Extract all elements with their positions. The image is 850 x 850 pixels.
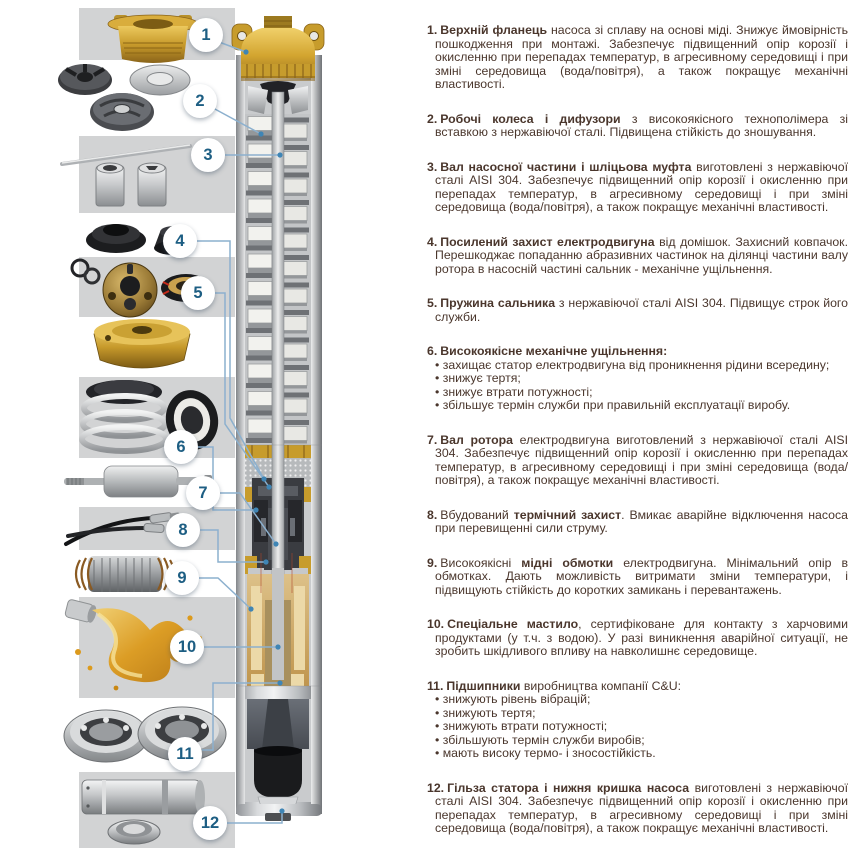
description-12-number: 12. bbox=[427, 780, 445, 795]
pump-top-flange bbox=[232, 16, 324, 81]
description-7-title: Вал ротора bbox=[440, 432, 513, 447]
description-8: 8. Вбудований термічний захист. Вмикає аварійне відключення насоса при перевищенні сили струму. bbox=[427, 507, 848, 535]
callout-8 bbox=[166, 513, 200, 547]
bullet: • знижують рівень вібрацій; bbox=[435, 692, 591, 706]
description-4: 4. Посилений захист електродвигуна від домішок. Захисний ковпачок. Перешкоджає попаданню абразивних частинок на ділянці частини валу ротора в насосній частині сальник - механічне ущільнення. bbox=[427, 234, 848, 276]
description-7-number: 7. bbox=[427, 432, 438, 447]
pump-shaft-and-spline-couplings-photo bbox=[58, 138, 213, 212]
description-7: 7. Вал ротора електродвигуна виготовлений з нержавіючої сталі AISI 304. Забезпечує підвищенний опір корозії і окисленню при перепадах температур, в агресивному середовищі і при зміні середовища (вода/повітря), а також покращує механічні властивості. bbox=[427, 432, 848, 487]
description-3-title: Вал насосної частини і шліцьова муфта bbox=[440, 159, 692, 174]
callout-10 bbox=[170, 630, 204, 664]
description-2-title: Робочі колеса і дифузори bbox=[440, 111, 621, 126]
bullet: • знижують тертя; bbox=[435, 705, 536, 720]
description-1: 1. Верхній фланець насоса зі сплаву на основі міді. Знижує ймовірність пошкодження при монтажі. Забезпечує підвищенний опір корозії і окисленню при перепадах температур, в агресивному середовищі і при зміні середовища (вода/повітря), а також покращує механічні властивості. bbox=[427, 23, 848, 91]
bullet: • мають високу термо- і зносостійкість. bbox=[435, 746, 656, 760]
pump-body bbox=[236, 55, 322, 821]
callout-6 bbox=[164, 430, 198, 464]
callout-4-label: 4 bbox=[175, 231, 185, 250]
callout-2 bbox=[183, 84, 217, 118]
bullet: • збільшує термін служби при правильній експлуатації виробу. bbox=[435, 398, 791, 412]
callout-3-label: 3 bbox=[203, 145, 213, 164]
description-10-title: Спеціальне мастило bbox=[447, 617, 579, 631]
description-2: 2. Робочі колеса і дифузори з високоякісного технополімера зі вставкою з нержавіючої сталі. Підвищена стійкість до зношування. bbox=[427, 111, 849, 139]
description-2-number: 2. bbox=[427, 111, 438, 126]
description-10-number: 10. bbox=[427, 617, 445, 631]
description-6-bullets bbox=[435, 359, 848, 413]
description-4-title: Посилений захист електродвигуна bbox=[440, 234, 655, 249]
callout-9-label: 9 bbox=[177, 568, 187, 587]
description-9-number: 9. bbox=[427, 555, 438, 570]
bullet: • знижують втрати потужності; bbox=[435, 719, 608, 733]
description-11: 11. Підшипники виробництва компанії C&U: • знижують рівень вібрацій; • знижують тертя; • знижують втрати потужності; • збільшують термін служби виробів; • мають високу термо- і зносостійкість. bbox=[427, 680, 848, 761]
callout-5 bbox=[181, 276, 215, 310]
description-12: 12. Гільза статора і нижня кришка насоса виготовлені з нержавіючої сталі AISI 304. Забезпечує підвищенний опір корозії і окисленню при перепадах температур, в агресивному середовищі і при зміні середовища (вода/повітря), а також покращує механічні властивості. bbox=[427, 780, 848, 835]
description-4-number: 4. bbox=[427, 234, 438, 249]
description-3: 3. Вал насосної частини і шліцьова муфта виготовлені з нержавіючої сталі AISI 304. Забезпечує підвищенний опір корозії і окисленню при перепадах температур, в агресивному середовищі і при зміні середовища (вода/повітря), а також покращує механічні властивості. bbox=[427, 159, 849, 214]
bullet: • знижує тертя; bbox=[435, 371, 521, 385]
callout-6-label: 6 bbox=[176, 437, 186, 456]
description-5: 5. Пружина сальника з нержавіючої сталі AISI 304. Підвищує строк його служби. bbox=[427, 296, 848, 324]
bullet: • захищає статор електродвигуна від проникнення рідини всередину; bbox=[435, 357, 830, 372]
callout-11 bbox=[168, 737, 202, 771]
ball-bearings-photo bbox=[58, 698, 233, 772]
description-9-title: мідні обмотки bbox=[521, 555, 614, 570]
callout-11-label: 11 bbox=[176, 744, 194, 763]
callout-12-label: 12 bbox=[200, 813, 220, 832]
callout-1 bbox=[189, 18, 223, 52]
description-6 bbox=[427, 345, 848, 413]
callout-4 bbox=[163, 224, 197, 258]
pump-cutaway-illustration bbox=[228, 8, 328, 850]
description-6-title: Високоякісне механічне ущільнення: bbox=[440, 344, 668, 358]
description-5-title: Пружина сальника bbox=[440, 296, 556, 310]
bullet: • знижує втрати потужності; bbox=[435, 384, 593, 399]
descriptions-column bbox=[427, 24, 848, 850]
callout-10-label: 10 bbox=[177, 637, 197, 656]
description-1-title: Верхній фланець bbox=[440, 23, 548, 37]
description-10: 10. Спеціальне мастило, сертифіковане для контакту з харчовими продуктами (у т.ч. з водою). У разі виникнення аварійної ситуації, не зробить шкідливого впливу на навколишнє середовище. bbox=[427, 617, 848, 658]
callout-3 bbox=[191, 138, 225, 172]
description-12-title: Гільза статора і нижня кришка насоса bbox=[447, 780, 690, 795]
description-9: 9. Високоякісні мідні обмотки електродвигуна. Мінімальний опір в обмотках. Дають можливість витримати зміни температури, і підвищують стійкість до коротких замикань і перевантажень. bbox=[427, 555, 848, 597]
description-8-number: 8. bbox=[427, 507, 438, 522]
callout-5-label: 5 bbox=[193, 283, 203, 302]
brass-chamber-cover-photo bbox=[82, 316, 202, 376]
callout-12 bbox=[193, 806, 227, 840]
bullet: • збільшують термін служби виробів; bbox=[435, 732, 645, 747]
description-11-bullets bbox=[435, 693, 848, 761]
callout-2-label: 2 bbox=[195, 91, 205, 110]
callout-1-label: 1 bbox=[201, 25, 211, 44]
callout-8-label: 8 bbox=[178, 520, 188, 539]
mechanical-seal-stack-photo bbox=[66, 376, 226, 458]
description-6-number: 6. bbox=[427, 344, 438, 358]
description-1-number: 1. bbox=[427, 23, 438, 37]
description-8-title: термічний захист bbox=[513, 507, 622, 522]
description-11-title: Підшипники bbox=[446, 678, 521, 693]
description-3-number: 3. bbox=[427, 159, 438, 174]
callout-7-label: 7 bbox=[198, 483, 208, 502]
description-5-number: 5. bbox=[427, 296, 438, 310]
description-11-number: 11. bbox=[427, 678, 444, 693]
callout-9 bbox=[165, 561, 199, 595]
callout-7 bbox=[186, 476, 220, 510]
